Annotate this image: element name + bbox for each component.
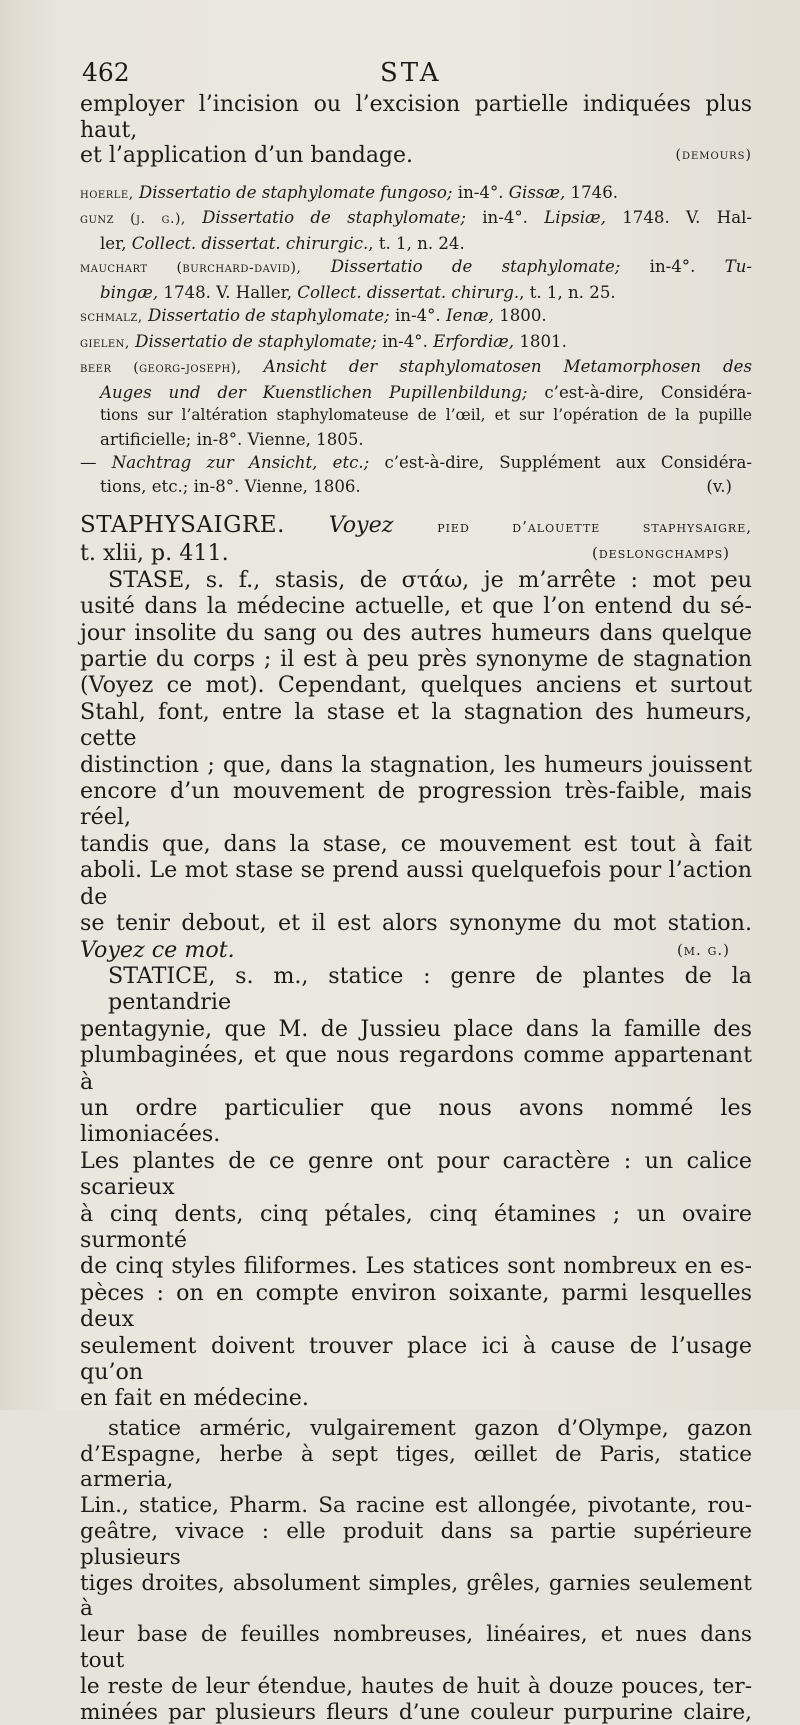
bib-cont-text: artificielle; in-8°. Vienne, 1805. bbox=[100, 429, 364, 449]
bib-title: Dissertatio de staphylomate; bbox=[135, 331, 377, 351]
bib-cont-title: Collect. dissertat. chirurg. bbox=[297, 282, 520, 302]
statice-line: STATICE, s. m., statice : genre de plantes de la pentandrie bbox=[108, 962, 752, 1016]
bib-author: beer (georg-joseph), bbox=[80, 360, 242, 376]
bib-author: gunz (j. g.), bbox=[80, 211, 186, 227]
bib-entry-nachtrag bbox=[80, 451, 752, 475]
bib-cont-rest: , t. 1, n. 24. bbox=[368, 233, 465, 253]
bib-author: mauchart (burchard-david), bbox=[80, 260, 302, 276]
bib-rest: c’est-à-dire, Supplément aux Considéra- bbox=[369, 453, 752, 472]
bib-cont-text: tions sur l’altération staphylomateuse de l’œil, et sur l’opération de la pupille bbox=[100, 406, 752, 424]
stase-line: (Voyez ce mot). Cependant, quelques anciens et surtout bbox=[80, 672, 752, 699]
bib-title: Nachtrag zur Ansicht, etc.; bbox=[111, 453, 370, 472]
bib-entry-beer-cont-3 bbox=[80, 428, 752, 452]
lead-line-1: employer l’incision ou l’excision partielle indiquées plus haut, bbox=[80, 92, 752, 143]
statice-line: Les plantes de ce genre ont pour caractère : un calice scarieux bbox=[80, 1147, 752, 1201]
lead-line-2 bbox=[80, 143, 752, 169]
statice-last-line: en fait en médecine. bbox=[80, 1385, 309, 1412]
bib-format: in-4°. bbox=[389, 306, 446, 325]
bib-title: Dissertatio de staphylomate; bbox=[330, 257, 621, 276]
article-stase bbox=[80, 567, 752, 963]
bib-entry-gunz bbox=[80, 206, 752, 232]
armerie-line: Lin., statice, Pharm. Sa racine est allongée, pivotante, rou- bbox=[80, 1493, 752, 1519]
article-staphysaigre bbox=[80, 512, 752, 567]
armerie-line: d’Espagne, herbe à sept tiges, œillet de Paris, statice armeria, bbox=[80, 1441, 752, 1493]
staphysaigre-line-2 bbox=[80, 540, 752, 566]
page-number: 462 bbox=[82, 58, 130, 87]
bib-place: Lipsiæ, bbox=[544, 208, 606, 227]
bib-author: gielen, bbox=[80, 334, 130, 351]
bib-cont-title: Auges und der Kuenstlichen Pupillenbildung; bbox=[100, 382, 528, 402]
statice-line: de cinq styles filiformes. Les statices sont nombreux en es- bbox=[80, 1253, 752, 1280]
stase-line: distinction ; que, dans la stagnation, les humeurs jouissent bbox=[80, 751, 752, 778]
bib-place: Ienæ, bbox=[445, 306, 494, 325]
bib-title: Dissertatio de staphylomate fungoso; bbox=[138, 182, 453, 202]
volume-reference: t. xlii, p. 411. bbox=[80, 540, 229, 567]
statice-line: pèces : on en compte environ soixante, parmi lesquelles deux bbox=[80, 1279, 752, 1333]
bib-entry-gielen bbox=[80, 330, 752, 356]
bib-title: Dissertatio de staphylomate; bbox=[202, 208, 466, 227]
stase-line: aboli. Le mot stase se prend aussi quelquefois pour l’action de bbox=[80, 857, 752, 910]
bib-cont-title: Collect. dissertat. chirurgic. bbox=[131, 233, 369, 253]
bib-cont-place: bingæ, bbox=[100, 282, 159, 302]
stase-line: usité dans la médecine actuelle, et que l’on entend du sé- bbox=[80, 593, 752, 620]
headword: STAPHYSAIGRE. bbox=[80, 512, 285, 538]
stase-line: se tenir debout, et il est alors synonyme du mot station. bbox=[80, 910, 752, 937]
armerie-line: le reste de leur étendue, hautes de huit à douze pouces, ter- bbox=[80, 1673, 752, 1699]
bibliography bbox=[80, 181, 752, 499]
bib-place: Tu- bbox=[724, 257, 753, 276]
bib-format: in-4°. bbox=[376, 331, 434, 351]
cross-reference: pied d’alouette staphysaigre, bbox=[437, 518, 752, 536]
page-header bbox=[80, 52, 752, 92]
statice-line: à cinq dents, cinq pétales, cinq étamines ; un ovaire surmonté bbox=[80, 1200, 752, 1253]
bib-title: Ansicht der staphylomatosen Metamorphosen des bbox=[263, 357, 753, 376]
bib-entry-beer-cont-1 bbox=[80, 381, 752, 405]
statice-line: seulement doivent trouver place ici à cause de l’usage qu’on bbox=[80, 1332, 752, 1385]
armerie-line: minées par plusieurs fleurs d’une couleur purpurine claire, bbox=[80, 1699, 752, 1725]
running-head: STA bbox=[380, 58, 442, 88]
armerie-line: tiges droites, absolument simples, grêles, garnies seulement à bbox=[80, 1570, 752, 1622]
armerie-line: leur base de feuilles nombreuses, linéaires, et nues dans tout bbox=[80, 1622, 752, 1673]
article-author: (deslongchamps) bbox=[592, 544, 730, 563]
bib-format: in-4°. bbox=[620, 257, 725, 276]
bib-place: Gissæ, bbox=[508, 182, 566, 202]
bib-entry-gunz-cont bbox=[80, 232, 752, 256]
bib-entry-mauchart-cont bbox=[80, 281, 752, 305]
lead-line-2-text: et l’application d’un bandage. bbox=[80, 143, 414, 168]
bib-year: 1746. bbox=[565, 182, 619, 202]
lead-paragraph bbox=[80, 92, 752, 169]
bib-entry-beer bbox=[80, 355, 752, 381]
bib-year: 1801. bbox=[514, 331, 567, 351]
armerie-line: geâtre, vivace : elle produit dans sa partie supérieure plusieurs bbox=[80, 1519, 752, 1570]
lead-author: (demours) bbox=[675, 147, 752, 163]
statice-line: plumbaginées, et que nous regardons comme appartenant à bbox=[80, 1042, 752, 1095]
bib-format: in-4°. bbox=[452, 182, 509, 202]
bib-cont-rest: , t. 1, n. 25. bbox=[519, 282, 616, 302]
bib-title: Dissertatio de staphylomate; bbox=[148, 306, 390, 325]
bib-cont-text: c’est-à-dire, Considéra- bbox=[527, 382, 752, 402]
stase-line: encore d’un mouvement de progression très-faible, mais réel, bbox=[80, 778, 752, 831]
stase-line: STASE, s. f., stasis, de στάω, je m’arrête : mot peu bbox=[108, 566, 752, 593]
bib-author: hoerle, bbox=[80, 185, 134, 202]
bib-entry-beer-cont-2 bbox=[80, 404, 752, 428]
bib-format: in-4°. bbox=[465, 208, 545, 227]
staphysaigre-line-1 bbox=[80, 512, 752, 540]
bib-end-text: tions, etc.; in-8°. Vienne, 1806. bbox=[100, 476, 361, 496]
statice-line: pentagynie, que M. de Jussieu place dans la famille des bbox=[80, 1015, 752, 1042]
bib-dash: — bbox=[80, 453, 97, 472]
bib-cont-text: 1748. V. Haller, bbox=[158, 282, 298, 302]
stase-line: tandis que, dans la stase, ce mouvement est tout à fait bbox=[80, 830, 752, 857]
bib-entry-schmalz bbox=[80, 304, 752, 330]
stase-last-text: Voyez ce mot. bbox=[80, 936, 235, 963]
voyez-word: Voyez bbox=[328, 512, 394, 538]
stase-line: Stahl, font, entre la stase et la stagnation des humeurs, cette bbox=[80, 698, 752, 752]
bib-entry-mauchart bbox=[80, 255, 752, 281]
bib-place: Erfordiæ, bbox=[433, 331, 515, 351]
armerie-line: statice arméric, vulgairement gazon d’Olympe, gazon bbox=[108, 1415, 752, 1441]
stase-last-line bbox=[80, 937, 752, 963]
bib-cont-text: ler, bbox=[100, 233, 132, 253]
article-statice-armerie bbox=[80, 1416, 752, 1725]
bib-entry-nachtrag-end bbox=[80, 475, 752, 499]
bib-year: 1800. bbox=[493, 306, 547, 325]
stase-line: partie du corps ; il est à peu près synonyme de stagnation bbox=[80, 646, 752, 673]
bib-entry-hoerle bbox=[80, 181, 752, 207]
bib-year: 1748. V. Hal- bbox=[605, 208, 752, 227]
bib-author: schmalz, bbox=[80, 309, 143, 325]
bib-sign: (v.) bbox=[706, 476, 732, 496]
statice-line: un ordre particulier que nous avons nommé les limoniacées. bbox=[80, 1094, 752, 1148]
article-statice bbox=[80, 963, 752, 1412]
article-author: (m. g.) bbox=[676, 940, 730, 959]
stase-line: jour insolite du sang ou des autres humeurs dans quelque bbox=[80, 619, 752, 646]
